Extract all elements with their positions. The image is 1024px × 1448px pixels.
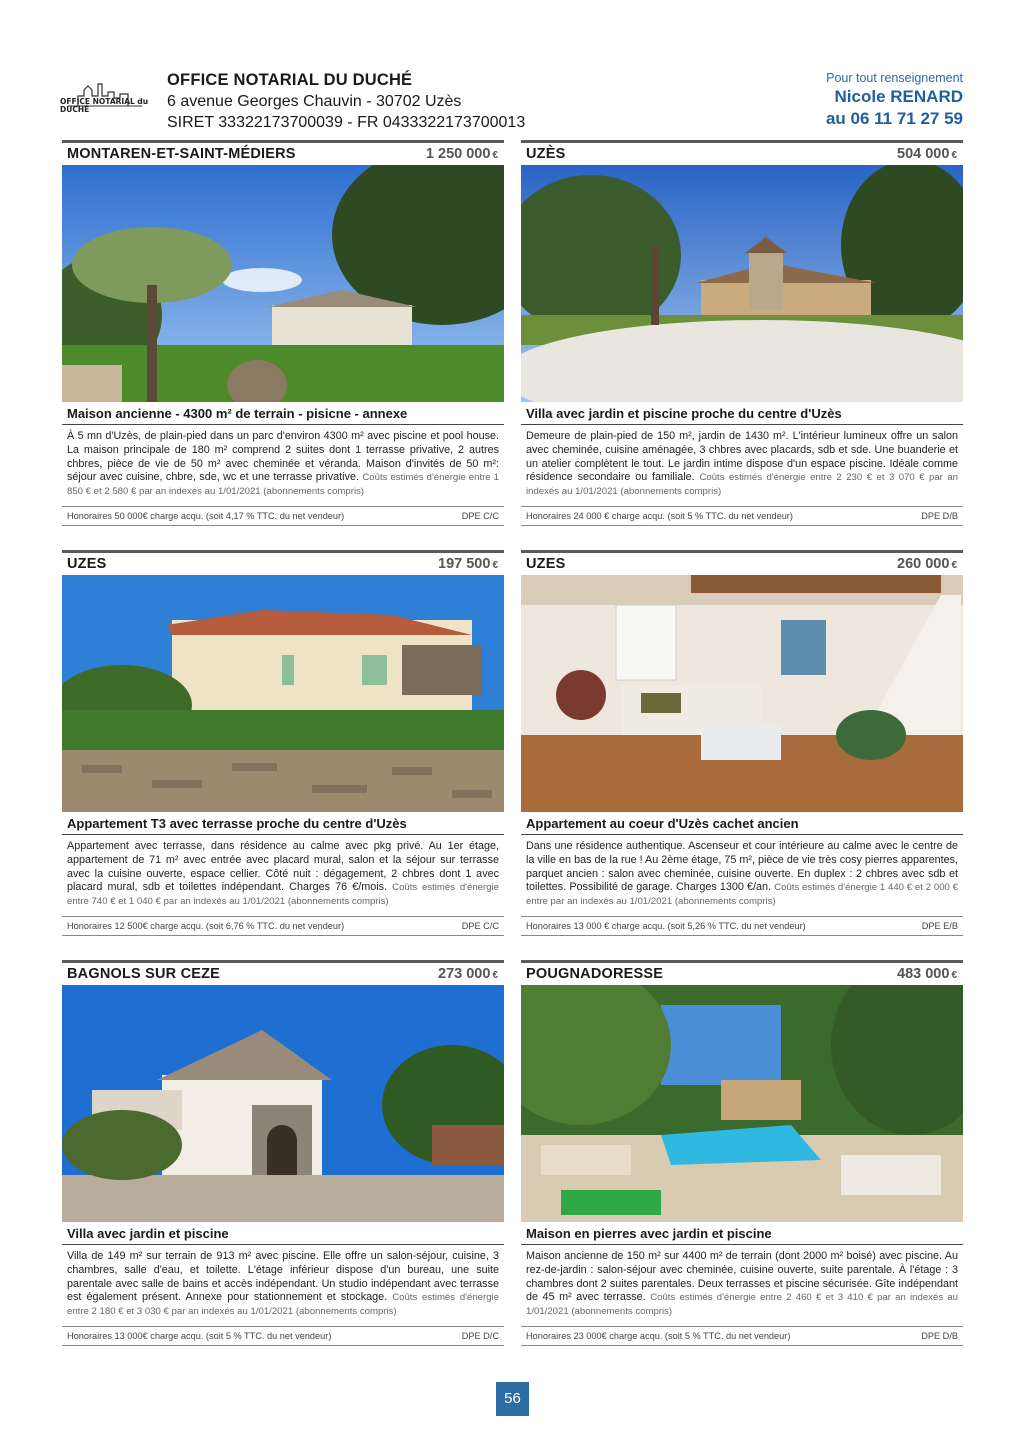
listing-footer	[62, 506, 504, 526]
logo-text: OFFICE NOTARIAL du DUCHÉ	[60, 97, 149, 114]
listing-footer	[521, 1326, 963, 1346]
listing-price: 1 250 000 €	[425, 146, 498, 162]
listing-town: BAGNOLS SUR CEZE	[67, 966, 221, 982]
listing-title: Villa avec jardin et piscine	[62, 1222, 504, 1245]
listing-photo[interactable]	[521, 575, 963, 812]
listing-footer	[521, 916, 963, 936]
listing-description: Dans une résidence authentique. Ascenseur et cour intérieure au calme avec le centre de la ville en bas de la rue ! Au 2ème étage, 75 m², pièce de vie très cosy pierres apparentes, parquet ancien : salon avec cheminée, cuisine ouverte. En duplex : 2 chbres avec sdb et toilettes. Possibilité de garage. Charges 1300 €/an. Coûts estimés d'énergie 1 440 € et 2 000 € entre par an indexés au 1/01/2021 (abonnements compris)	[526, 840, 958, 908]
listing-price: 273 000 €	[438, 966, 498, 982]
listing-town: POUGNADORESSE	[526, 966, 664, 982]
listing-fees: Honoraires 12 500€ charge acqu. (soit 6,76 % TTC. du net vendeur)	[67, 921, 345, 931]
listing-fees: Honoraires 13 000€ charge acqu. (soit 5 % TTC. du net vendeur)	[67, 1331, 332, 1341]
energy-costs: Coûts estimés d'énergie entre 2 180 € et 3 030 € par an indexés au 1/01/2021 (abonnements compris)	[67, 1292, 499, 1318]
listing-fees: Honoraires 23 000€ charge acqu. (soit 5 % TTC. du net vendeur)	[526, 1331, 791, 1341]
listing-dpe: DPE C/C	[461, 921, 499, 931]
listing-dpe: DPE D/B	[921, 1331, 958, 1341]
listing-title: Villa avec jardin et piscine proche du centre d'Uzès	[521, 402, 963, 425]
listing-description: Appartement avec terrasse, dans résidence au calme avec pkg privé. Au 1er étage, appartement de 71 m² avec entrée avec placard mural, salon et la séjour sur terrasse avec la cuisine ouverte, espace cellier. Côté nuit : dégagement, 2 chbres dont 1 avec placard mural, sdb et toilettes indépendant. Charges 76 €/mois. Coûts estimés d'énergie entre 740 € et 1 040 € par an indexés au 1/01/2021 (abonnements compris)	[67, 840, 500, 908]
listing-footer	[62, 916, 504, 936]
listing-header	[521, 143, 963, 165]
office-block	[167, 70, 525, 133]
energy-costs: Coûts estimés d'énergie entre 2 230 € et 3 070 € par an indexés au 1/01/2021 (abonnements compris)	[526, 472, 958, 498]
contact-phone[interactable]: au 06 11 71 27 59	[825, 109, 963, 128]
listing-card[interactable]	[62, 960, 504, 1346]
listing-title: Appartement T3 avec terrasse proche du centre d'Uzès	[62, 812, 504, 835]
listing-description: Maison ancienne de 150 m² sur 4400 m² de terrain (dont 2000 m² boisé) avec piscine. Au rez-de-jardin : salon-séjour avec cheminée, cuisine ouverte, suite parentale. À l'étage : 3 chambres dont 2 suites parentales. Deux terrasses et piscine sécurisée. Gîte indépendant de 45 m² avec terrasse. Coûts estimés d'énergie entre 2 460 € et 3 410 € par an indexés au 1/01/2021 (abonnements compris)	[526, 1250, 959, 1318]
listing-price: 483 000 €	[897, 966, 957, 982]
contact-name: Nicole RENARD	[834, 87, 963, 106]
office-siret: SIRET 33322173700039 - FR 0433322173700013	[167, 114, 526, 131]
listing-header	[521, 963, 963, 985]
listing-description: Villa de 149 m² sur terrain de 913 m² avec piscine. Elle offre un salon-séjour, cuisine, 3 chambres, salle d'eau, et toilette. L'étage inférieur dispose d'un bureau, une suite parentale avec salle de bains et accès indépendant. Un studio indépendant avec terrasse est également présent. Annexe pour stationnement et stockage. Coûts estimés d'énergie entre 2 180 € et 3 030 € par an indexés au 1/01/2021 (abonnements compris)	[67, 1250, 499, 1318]
listing-price: 197 500 €	[438, 556, 498, 572]
listing-card[interactable]	[521, 550, 963, 936]
listing-photo[interactable]	[521, 165, 963, 402]
listing-price: 260 000 €	[897, 556, 957, 572]
page-number: 56	[496, 1382, 529, 1416]
listing-card[interactable]	[62, 140, 504, 526]
listing-description: Demeure de plain-pied de 150 m², jardin de 1430 m². L'intérieur lumineux offre un salon avec cheminée, cuisine aménagée, 3 chbres avec placards, sdb et sde. Une buanderie et un atelier complètent le tout. Le jardin intime dispose d'un espace piscine. Idéale comme résidence secondaire ou familiale. Coûts estimés d'énergie entre 2 230 € et 3 070 € par an indexés au 1/01/2021 (abonnements compris)	[526, 430, 958, 498]
contact-label: Pour tout renseignement	[826, 71, 963, 85]
energy-costs: Coûts estimés d'énergie entre 740 € et 1 040 € par an indexés au 1/01/2021 (abonnements compris)	[67, 882, 500, 908]
listing-header	[62, 553, 504, 575]
listing-header	[62, 143, 504, 165]
office-address: 6 avenue Georges Chauvin - 30702 Uzès	[167, 93, 462, 110]
listing-fees: Honoraires 13 000 € charge acqu. (soit 5,26 % TTC. du net vendeur)	[526, 921, 806, 931]
listing-fees: Honoraires 50 000€ charge acqu. (soit 4,17 % TTC. du net vendeur)	[67, 511, 345, 521]
energy-costs: Coûts estimés d'énergie entre 1 850 € et 2 580 € par an indexés au 1/01/2021 (abonnements compris)	[67, 472, 500, 498]
listing-title: Appartement au coeur d'Uzès cachet ancien	[521, 812, 963, 835]
contact-block	[826, 70, 963, 130]
listing-town: UZES	[526, 556, 566, 572]
energy-costs: Coûts estimés d'énergie 1 440 € et 2 000 € entre par an indexés au 1/01/2021 (abonnements compris)	[526, 882, 958, 908]
listing-dpe: DPE D/B	[921, 511, 958, 521]
listing-photo[interactable]	[62, 575, 504, 812]
listing-town: MONTAREN-ET-SAINT-MÉDIERS	[67, 146, 296, 162]
listing-header	[521, 553, 963, 575]
listing-dpe: DPE D/C	[461, 1331, 499, 1341]
listing-dpe: DPE E/B	[921, 921, 958, 931]
listing-footer	[521, 506, 963, 526]
listing-photo[interactable]	[62, 165, 504, 402]
listing-photo[interactable]	[62, 985, 504, 1222]
listing-title: Maison ancienne - 4300 m² de terrain - pisicne - annexe	[62, 402, 504, 425]
listing-price: 504 000 €	[897, 146, 957, 162]
office-name: OFFICE NOTARIAL DU DUCHÉ	[167, 71, 413, 89]
listing-footer	[62, 1326, 504, 1346]
listing-fees: Honoraires 24 000 € charge acqu. (soit 5 % TTC. du net vendeur)	[526, 511, 793, 521]
energy-costs: Coûts estimés d'énergie entre 2 460 € et 3 410 € par an indexés au 1/01/2021 (abonnements compris)	[526, 1292, 959, 1318]
listing-card[interactable]	[62, 550, 504, 936]
listing-title: Maison en pierres avec jardin et piscine	[521, 1222, 963, 1245]
listing-town: UZÈS	[526, 146, 566, 162]
listing-description: À 5 mn d'Uzès, de plain-pied dans un parc d'environ 4300 m² avec piscine et pool house. La maison principale de 180 m² comprend 2 suites dont 1 terrasse privative, 2 autres chbres, pièce de vie de 50 m² avec cheminée et véranda. Maison d'invités de 50 m²: séjour avec cuisine, chbre, sde, wc et une terrasse privative. Coûts estimés d'énergie entre 1 850 € et 2 580 € par an indexés au 1/01/2021 (abonnements compris)	[67, 430, 500, 498]
listing-photo[interactable]	[521, 985, 963, 1222]
listing-header	[62, 963, 504, 985]
listing-dpe: DPE C/C	[461, 511, 499, 521]
listing-town: UZES	[67, 556, 107, 572]
listing-card[interactable]	[521, 960, 963, 1346]
listing-card[interactable]	[521, 140, 963, 526]
